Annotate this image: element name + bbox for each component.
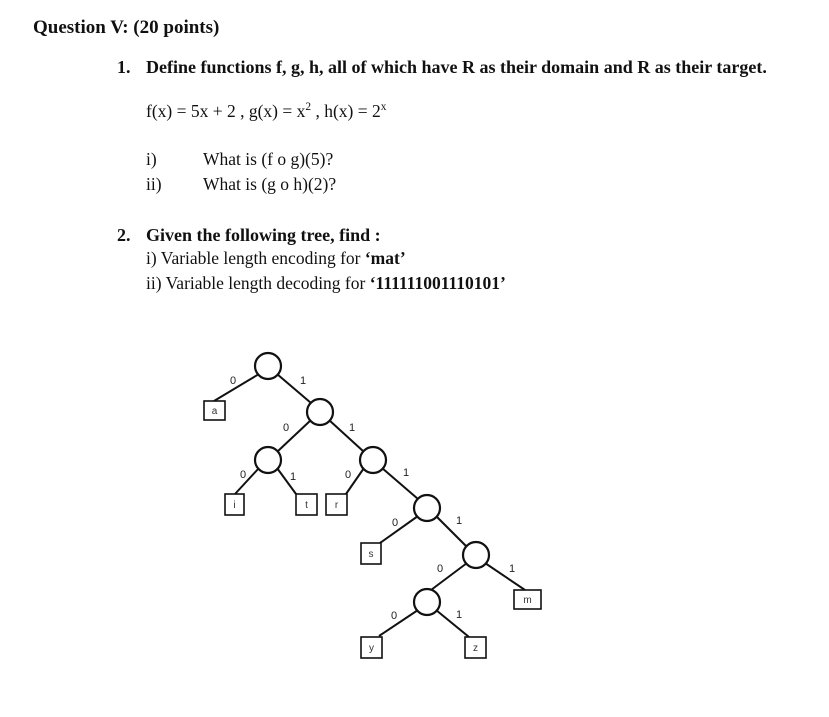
tree-leaf-boxes (204, 401, 541, 658)
tree-edge (485, 563, 525, 590)
edge-label: 0 (390, 610, 398, 622)
encoding-task: i) Variable length encoding for ‘mat’ (146, 248, 406, 268)
g-definition: $g(x) = x^2$ , (248, 101, 325, 121)
tree-edge (379, 610, 418, 636)
tree-node (414, 589, 440, 615)
edge-label: 0 (436, 563, 444, 575)
q1-text: Define functions f, g, h, all of which have R as their domain and R as their target. (146, 57, 767, 77)
part-text: What is (g o h)(2)? (203, 174, 337, 194)
question-heading: Question V: (20 points) (33, 17, 220, 38)
tree-edge (380, 516, 418, 543)
edge-label: 1 (289, 471, 297, 483)
leaf-label: r (334, 500, 339, 511)
leaf-label: m (523, 595, 532, 606)
tree-node (414, 495, 440, 521)
edge-label: 0 (344, 469, 352, 481)
edge-label: 0 (282, 422, 290, 434)
decoding-task: ii) Variable length decoding for ‘111111001110101’ (146, 273, 506, 293)
part-label: ii) (146, 174, 162, 194)
part-label: i) (146, 149, 157, 169)
tree-node (307, 399, 333, 425)
tree-internal-nodes (255, 353, 489, 615)
tree-edges (211, 374, 525, 637)
tree-leaf-labels (212, 406, 532, 654)
tree-node (360, 447, 386, 473)
edge-label: 0 (229, 375, 237, 387)
part-text: What is (f o g)(5)? (203, 149, 334, 169)
h-definition: $h(x) = 2^x$ (324, 101, 387, 121)
edge-label: 1 (508, 563, 516, 575)
tree-edge (329, 420, 363, 451)
q1-number: 1. (117, 57, 131, 77)
leaf-label: a (211, 406, 218, 417)
tree-edge (382, 468, 418, 499)
tree-edge (436, 610, 469, 637)
q2-number: 2. (117, 225, 131, 245)
tree-edge-labels (230, 375, 515, 622)
tree-edge (427, 563, 467, 593)
leaf-label: s (368, 549, 374, 560)
edge-label: 1 (402, 467, 410, 479)
leaf-label: y (369, 643, 374, 654)
tree-node (255, 447, 281, 473)
leaf-label: t (305, 500, 308, 511)
edge-label: 0 (239, 469, 247, 481)
q2-text: Given the following tree, find : (146, 225, 381, 245)
edge-label: 0 (391, 517, 399, 529)
leaf-label: z (473, 643, 478, 654)
edge-label: 1 (348, 422, 356, 434)
edge-label: 1 (455, 609, 463, 621)
edge-label: 1 (299, 375, 307, 387)
f-definition: f(x) = 5x + 2 , (146, 101, 249, 121)
edge-label: 1 (455, 515, 463, 527)
leaf-label: i (233, 500, 236, 511)
tree-edge (214, 374, 259, 401)
tree-node (255, 353, 281, 379)
tree-node (463, 542, 489, 568)
tree-edge (235, 468, 259, 494)
